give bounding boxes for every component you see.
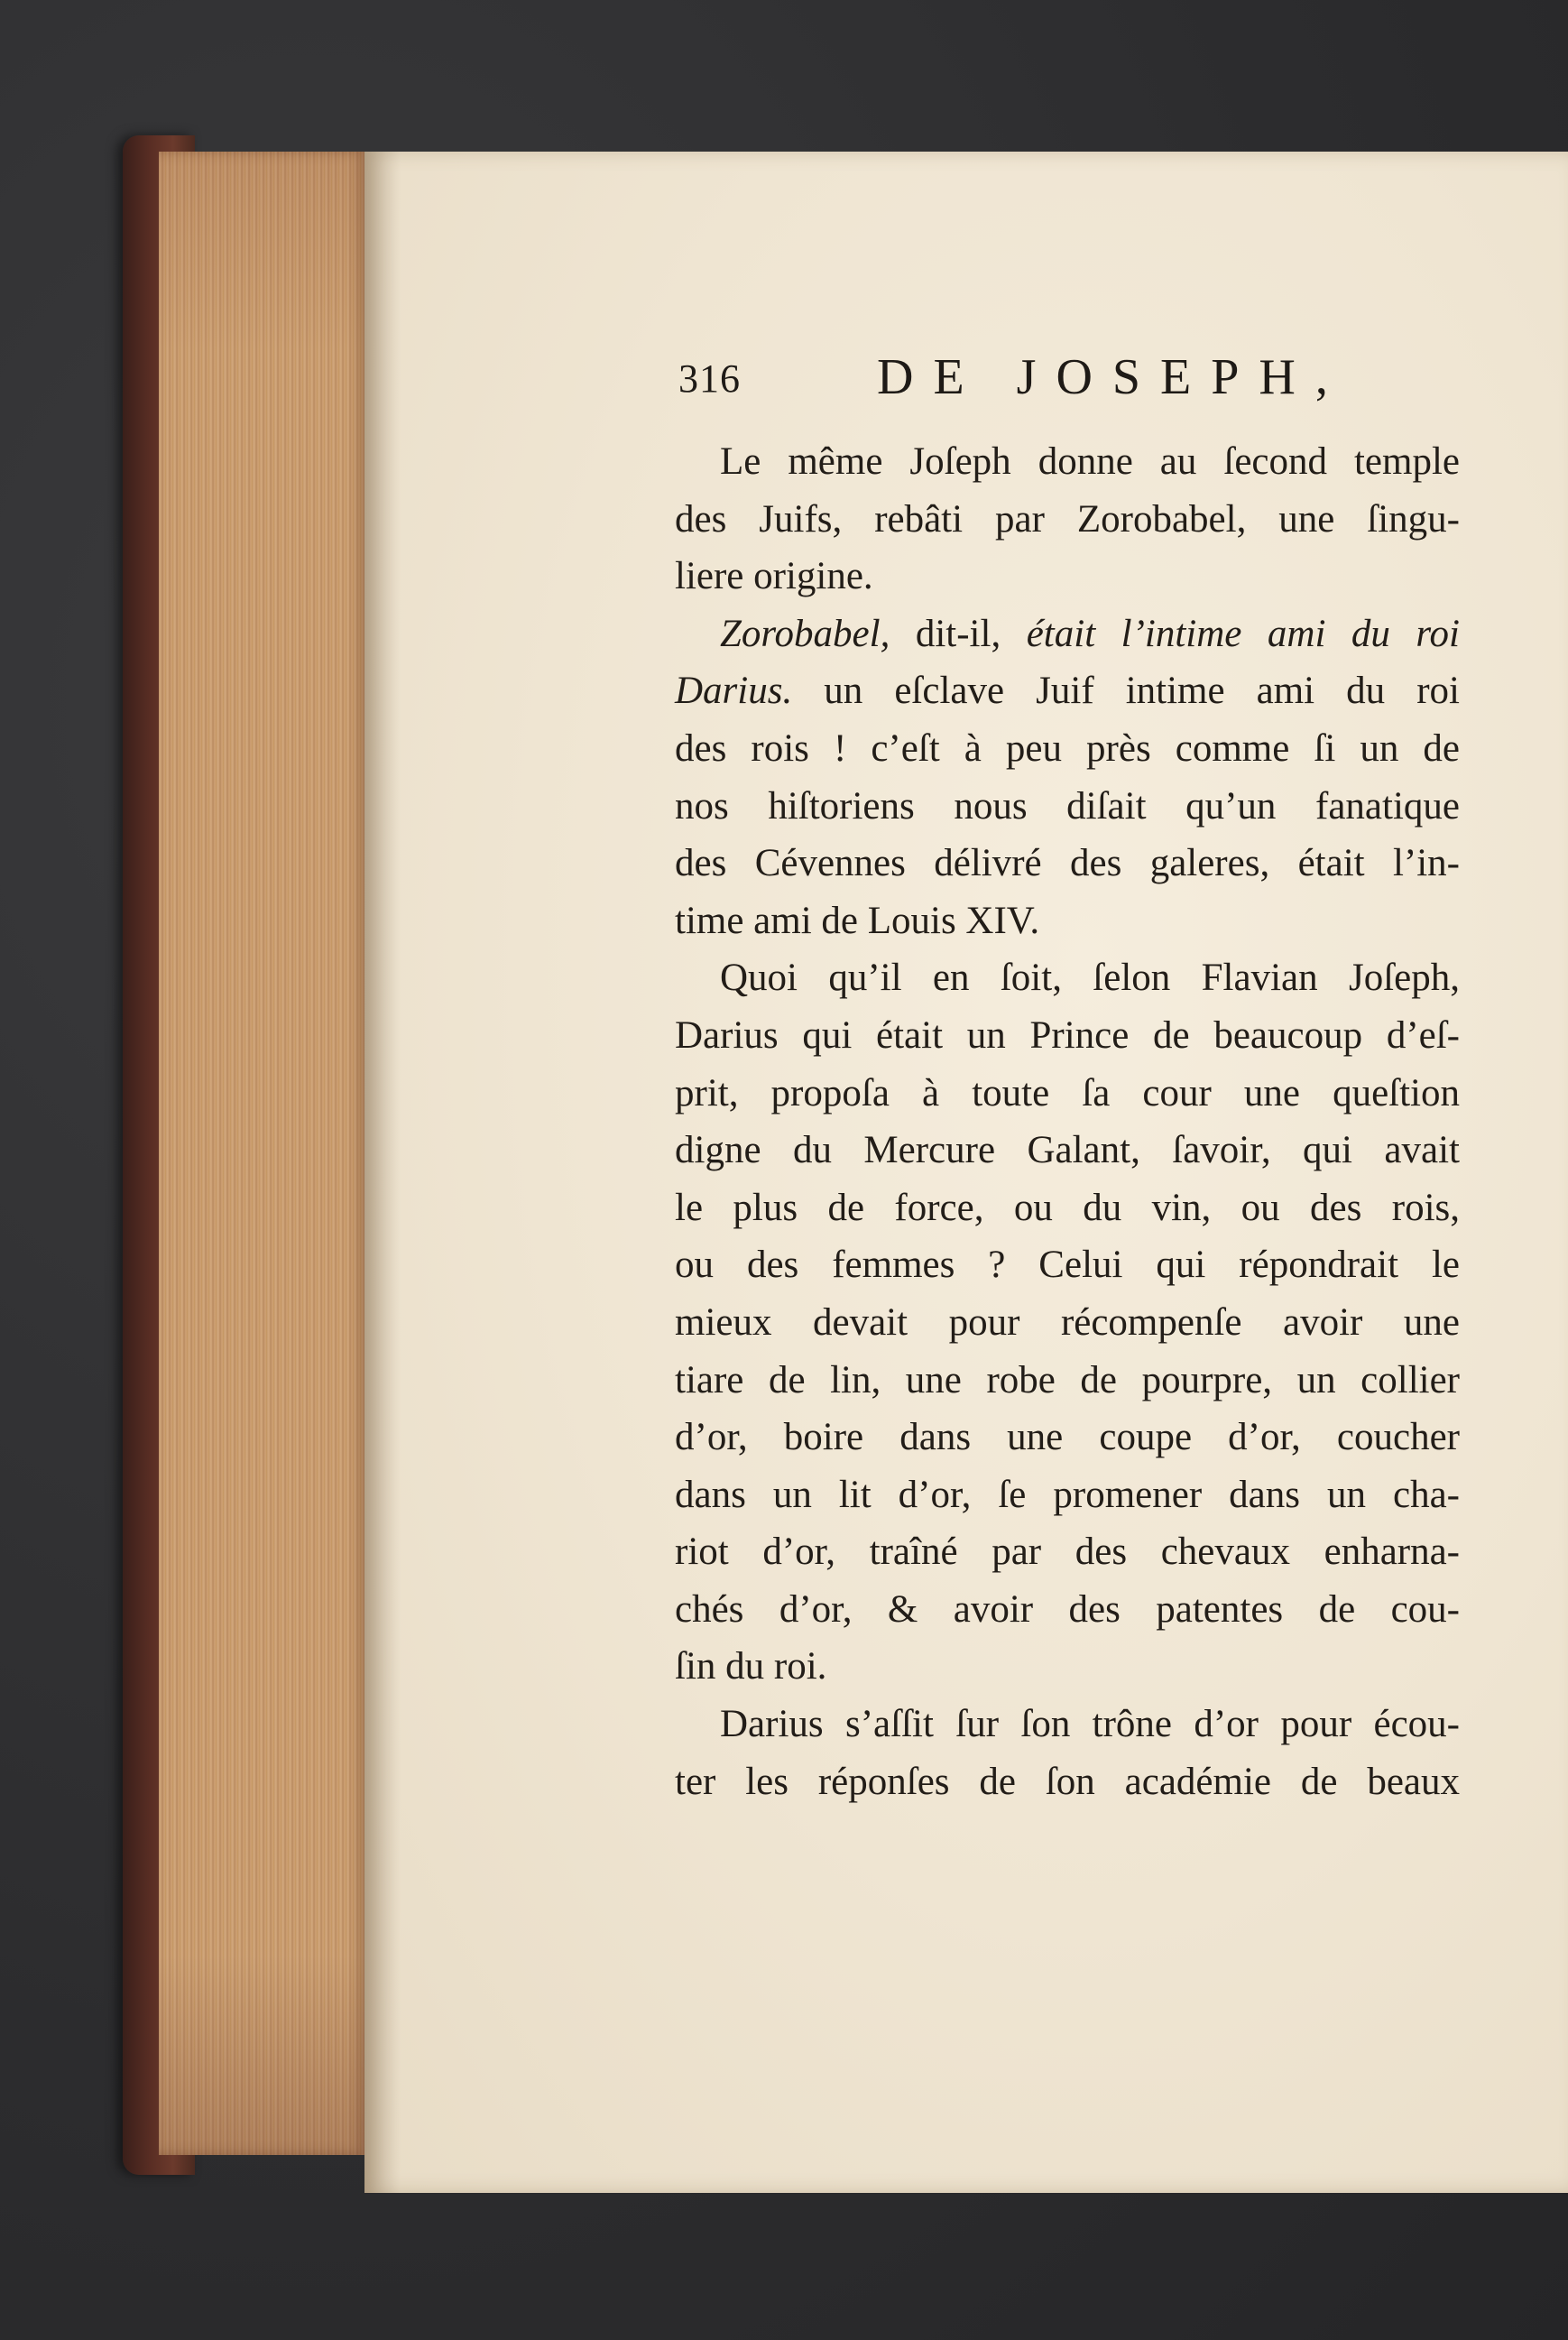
text-line: des Juifs, rebâti par Zorobabel, une ſingu- <box>675 497 1460 541</box>
italic-run: était l’intime ami du roi <box>1026 612 1460 655</box>
italic-run: Darius. <box>675 670 793 713</box>
text-line: Darius s’aſſit ſur ſon trône d’or pour écou- <box>720 1703 1460 1746</box>
italic-run: Zorobabel, <box>720 612 890 655</box>
page-block-edges <box>159 152 366 2155</box>
text-line: Darius qui était un Prince de beaucoup d’eſ- <box>675 1013 1460 1057</box>
running-title: DE JOSEPH, <box>877 349 1348 405</box>
text-line: prit, propoſa à toute ſa cour une queſtion <box>675 1071 1460 1115</box>
text-line: mieux devait pour récompenſe avoir une <box>675 1300 1460 1344</box>
roman-run: un eſclave Juif intime ami du roi <box>824 670 1460 713</box>
page-header <box>678 348 1454 421</box>
text-line: digne du Mercure Galant, ſavoir, qui avait <box>675 1129 1460 1172</box>
text-line: time ami de Louis XIV. <box>675 899 1040 942</box>
text-line: Le même Joſeph donne au ſecond temple <box>720 440 1460 483</box>
gutter-shadow <box>364 152 401 2193</box>
body-text <box>675 433 1460 1810</box>
page-number: 316 <box>678 356 741 401</box>
text-line: tiare de lin, une robe de pourpre, un collier <box>675 1358 1460 1401</box>
text-line: riot d’or, traîné par des chevaux enharna- <box>675 1531 1460 1574</box>
text-line: chés d’or, & avoir des patentes de cou- <box>675 1587 1460 1631</box>
text-line: des Cévennes délivré des galeres, était l’in- <box>675 842 1460 885</box>
text-line <box>675 606 1460 663</box>
roman-run: dit-il, <box>890 612 1027 655</box>
text-line: dans un lit d’or, ſe promener dans un cha- <box>675 1473 1460 1516</box>
text-line: ſin du roi. <box>675 1645 827 1688</box>
text-line: le plus de force, ou du vin, ou des rois, <box>675 1186 1460 1229</box>
text-line: d’or, boire dans une coupe d’or, coucher <box>675 1416 1460 1459</box>
text-line: Quoi qu’il en ſoit, ſelon Flavian Joſeph, <box>720 957 1460 1000</box>
text-line <box>675 662 1460 720</box>
text-line: nos hiſtoriens nous diſait qu’un fanatique <box>675 784 1460 828</box>
text-line: des rois ! c’eſt à peu près comme ſi un de <box>675 726 1460 770</box>
text-line: liere origine. <box>675 555 873 598</box>
text-line: ou des femmes ? Celui qui répondrait le <box>675 1244 1460 1287</box>
text-line: ter les réponſes de ſon académie de beaux <box>675 1760 1460 1803</box>
